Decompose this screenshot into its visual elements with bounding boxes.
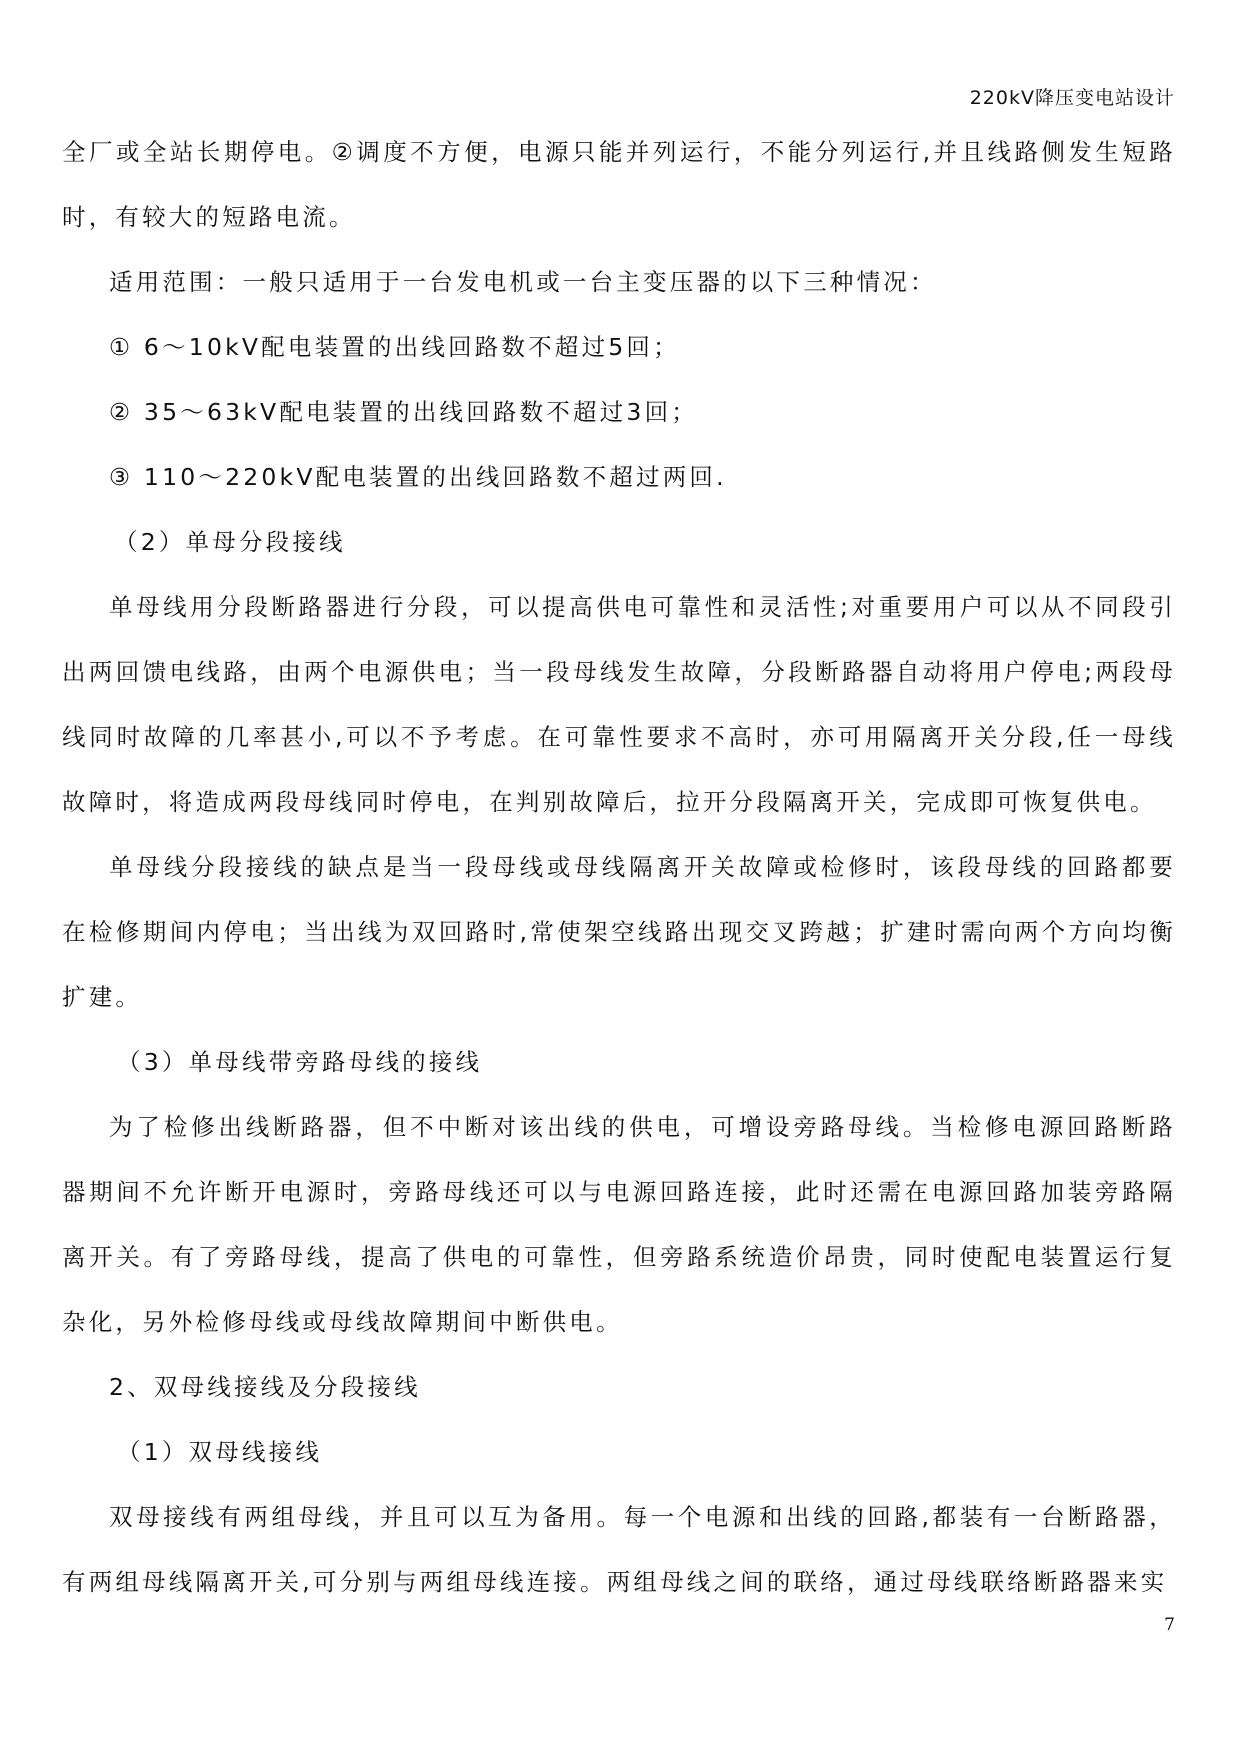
page-number: 7 [1164, 1615, 1175, 1635]
section-heading: 2、双母线接线及分段接线 [109, 1373, 421, 1401]
paragraph-scope: 适用范围：一般只适用于一台发电机或一台主变压器的以下三种情况： [109, 268, 937, 296]
paragraph-continued: 全厂或全站长期停电。②调度不方便，电源只能并列运行，不能分列运行,并且线路侧发生短路时，有较大的短路电流。 [62, 138, 1176, 231]
paragraph: 双母接线有两组母线，并且可以互为备用。每一个电源和出线的回路,都装有一台断路器，有两组母线隔离开关,可分别与两组母线连接。两组母线之间的联络，通过母线联络断路器来实 [62, 1503, 1176, 1596]
paragraph: 单母线分段接线的缺点是当一段母线或母线隔离开关故障或检修时，该段母线的回路都要在检修期间内停电；当出线为双回路时,常使架空线路出现交叉跨越；扩建时需向两个方向均衡扩建。 [62, 853, 1176, 1011]
list-item: ③ 110～220kV配电装置的出线回路数不超过两回. [109, 463, 727, 491]
list-item: ① 6～10kV配电装置的出线回路数不超过5回； [109, 333, 680, 361]
section-heading: （3）单母线带旁路母线的接线 [117, 1048, 483, 1076]
paragraph: 为了检修出线断路器，但不中断对该出线的供电，可增设旁路母线。当检修电源回路断路器期间不允许断开电源时，旁路母线还可以与电源回路连接，此时还需在电源回路加装旁路隔离开关。有了旁路母线，提高了供电的可靠性，但旁路系统造价昂贵，同时使配电装置运行复杂化，另外检修母线或母线故障期间中断供电。 [62, 1113, 1176, 1336]
section-heading: （2）单母分段接线 [114, 528, 346, 556]
paragraph: 单母线用分段断路器进行分段，可以提高供电可靠性和灵活性;对重要用户可以从不同段引出两回馈电线路，由两个电源供电；当一段母线发生故障，分段断路器自动将用户停电;两段母线同时故障的几率甚小,可以不予考虑。在可靠性要求不高时，亦可用隔离开关分段,任一母线故障时，将造成两段母线同时停电，在判别故障后，拉开分段隔离开关，完成即可恢复供电。 [62, 593, 1176, 816]
running-header: 220kV降压变电站设计 [969, 87, 1175, 109]
document-body [62, 120, 1176, 1615]
section-heading: （1）双母线接线 [117, 1438, 323, 1466]
list-item: ② 35～63kV配电装置的出线回路数不超过3回； [109, 398, 698, 426]
